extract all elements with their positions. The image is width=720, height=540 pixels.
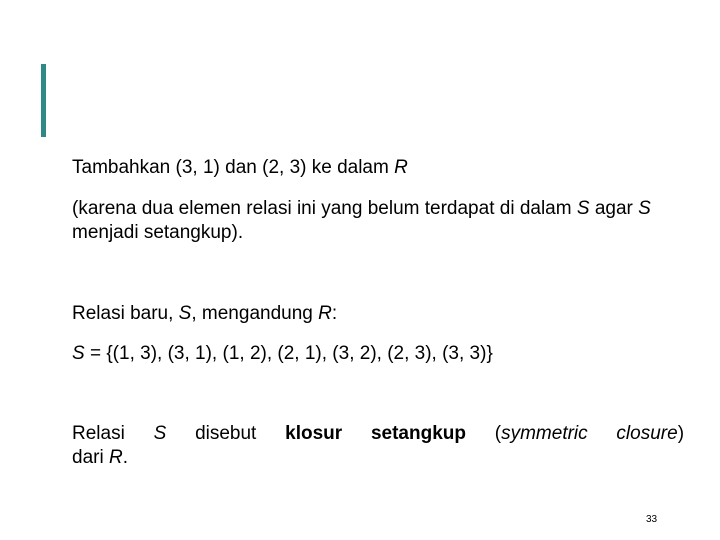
variable-s: S bbox=[153, 423, 167, 444]
text-segment: Relasi baru, bbox=[72, 303, 179, 324]
page-number: 33 bbox=[646, 514, 658, 525]
set-elements: = {(1, 3), (3, 1), (1, 2), (2, 1), (3, 2), (2, 3), (3, 3)} bbox=[84, 343, 493, 364]
explanation-paragraph bbox=[72, 197, 684, 245]
term-bold: klosur setangkup bbox=[285, 423, 466, 444]
variable-s: S bbox=[638, 198, 651, 219]
text-segment: : bbox=[331, 303, 338, 324]
text-segment: Relasi bbox=[72, 423, 154, 444]
closure-line-1 bbox=[72, 422, 684, 446]
closure-statement bbox=[72, 422, 684, 470]
text-segment: Tambahkan (3, 1) dan (2, 3) ke dalam bbox=[72, 157, 395, 178]
text-segment: menjadi setangkup). bbox=[72, 222, 244, 243]
text-segment: agar bbox=[589, 198, 639, 219]
text-segment: disebut bbox=[166, 423, 286, 444]
variable-s: S bbox=[178, 303, 192, 324]
variable-r: R bbox=[394, 157, 408, 178]
text-segment: dari bbox=[72, 447, 109, 468]
text-segment: , mengandung bbox=[191, 303, 319, 324]
variable-s: S bbox=[576, 198, 590, 219]
variable-s: S bbox=[72, 343, 85, 364]
set-definition bbox=[72, 342, 493, 366]
text-segment: ) bbox=[677, 423, 685, 444]
text-segment: . bbox=[122, 447, 128, 468]
text-segment: ( bbox=[465, 423, 502, 444]
variable-r: R bbox=[108, 447, 123, 468]
accent-bar bbox=[41, 64, 46, 137]
instruction-line bbox=[72, 156, 408, 180]
term-english: symmetric closure bbox=[501, 423, 678, 444]
variable-r: R bbox=[318, 303, 332, 324]
new-relation-line bbox=[72, 302, 337, 326]
text-segment: (karena dua elemen relasi ini yang belum terdapat di dalam bbox=[72, 198, 577, 219]
